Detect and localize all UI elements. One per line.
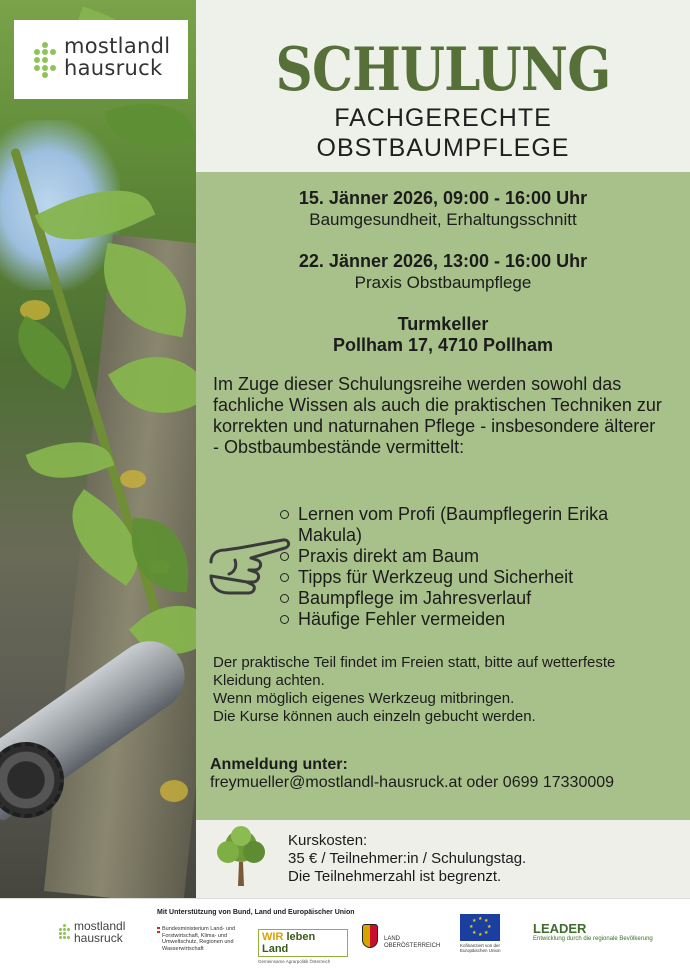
footer-logo-line2: hausruck [74,931,123,945]
cost-price: 35 € / Teilnehmer:in / Schulungstag. [288,850,527,867]
intro-text: Im Zuge dieser Schulungsreihe werden sowohl das fachliche Wissen als auch die praktischen Techniken zur korrekten und naturnahen Pflege - insbesondere älterer - Obstbaumbestände vermittelt: [213,374,662,457]
session-1-topic: Baumgesundheit, Erhaltungsschnitt [309,210,577,229]
cost-label: Kurskosten: [288,832,368,849]
cost-text [288,832,526,886]
footer-mostlandl-logo [58,920,138,950]
photo-fruit-tree-pruning [0,0,196,898]
note-clothing: Der praktische Teil findet im Freien statt, bitte auf wetterfeste Kleidung achten. [213,654,616,689]
subtitle-line1: FACHGERECHTE [334,104,552,132]
footer-logo-line1: mostlandl [74,919,126,933]
list-item: Praxis direkt am Baum [280,546,620,567]
eu-flag-icon: ★ ★ ★ ★ ★ ★ ★ ★ [460,914,500,941]
page-title: SCHULUNG [275,35,611,105]
venue-name: Turmkeller [397,314,489,334]
registration-contact[interactable]: freymueller@mostlandl-hausruck.at oder 0699 17330009 [210,774,615,791]
austria-flag-icon [157,927,160,933]
topics-list [280,504,620,630]
mostlandl-hausruck-logo [14,20,188,99]
session-2-date: 22. Jänner 2026, 13:00 - 16:00 Uhr [298,251,588,271]
land-ooe-logo: LAND OBERÖSTERREICH [362,924,432,954]
list-item: Baumpflege im Jahresverlauf [280,588,620,609]
session-1-date: 15. Jänner 2026, 09:00 - 16:00 Uhr [298,188,588,208]
note-booking: Die Kurse können auch einzeln gebucht werden. [213,708,536,725]
wir-leben-land-logo: WIR leben Land Gemeinsame Agrarpolitik Österreich [258,929,348,955]
logo-line2: hausruck [64,56,163,80]
leader-logo: LEADER Entwicklung durch die regionale Bevölkerung [533,921,653,942]
eu-cofinanced-logo: ★ ★ ★ ★ ★ ★ ★ ★ Kofinanziert von der Europäischen Union [460,916,501,953]
support-text: Mit Unterstützung von Bund, Land und Europäischer Union [157,909,355,916]
tree-icon [214,826,268,888]
cost-limit: Die Teilnehmerzahl ist begrenzt. [288,868,502,885]
session-2-topic: Praxis Obstbaumpflege [354,273,532,292]
ministry-logo: Bundesministerium Land- und Forstwirtschaft, Klima- und Umweltschutz, Regionen und Wasserwirtschaft [157,926,252,952]
coat-of-arms-icon [362,924,378,948]
note-tools: Wenn möglich eigenes Werkzeug mitbringen. [213,690,515,707]
list-item: Häufige Fehler vermeiden [280,609,620,630]
logo-line1: mostlandl [64,34,171,58]
subtitle-line2: OBSTBAUMPFLEGE [316,134,570,162]
venue-address: Pollham 17, 4710 Pollham [332,335,554,355]
registration-heading: Anmeldung unter: [210,756,348,773]
list-item: Tipps für Werkzeug und Sicherheit [280,567,620,588]
list-item: Lernen vom Profi (Baumpflegerin Erika Makula) [280,504,620,546]
notes [213,654,653,726]
logo-dots-icon [32,42,58,78]
